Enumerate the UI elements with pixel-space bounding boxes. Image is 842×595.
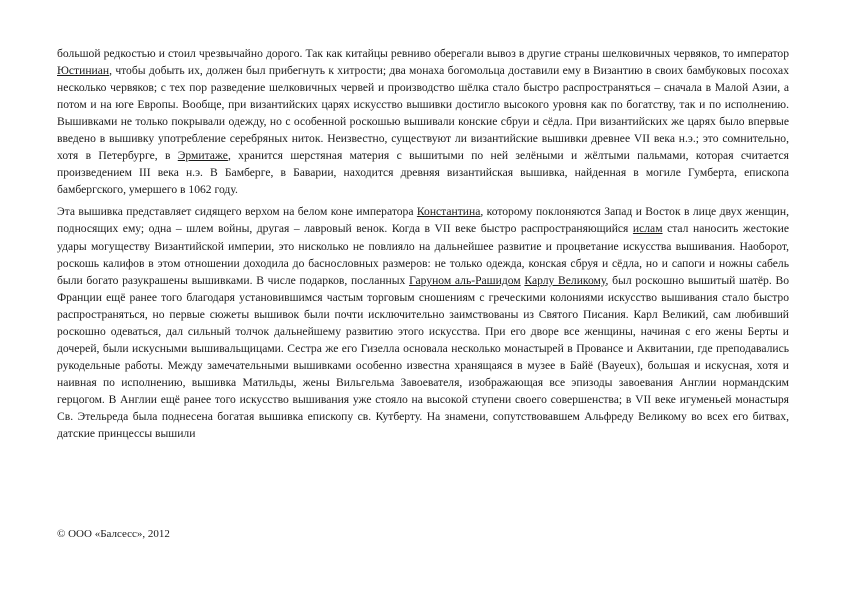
paragraph-embroidery-history (57, 203, 789, 442)
link-hermitage[interactable]: Эрмитаже (177, 149, 228, 163)
link-harun-al-rashid[interactable]: Гаруном аль-Рашидом (409, 273, 521, 287)
link-constantine[interactable]: Константина (416, 205, 481, 219)
paragraph-text: , был роскошно вышитый шатёр. Во Франции ещё ранее того благодаря установившимся частым торговым сношениям с греческими колониями искусство вышивания стало быстро распространяться, но первые сюжеты вышивок были почти исключительно заимствованы из Святого Писания. Карл Великий, сам любивший роскошно одеваться, дал сильный толчок дальнейшему развитию этого искусства. При его дворе все женщины, начиная с его жены Берты и дочерей, были искусными вышивальщицами. Сестра же его Гизелла основала несколько монастырей в Провансе и Аквитании, где преподавались рукодельные работы. Между замечательными вышивками особенно известна хранящаяся в музее в Байё (Вауеux), большая и искусная, хотя и наивная по исполнению, вышивка Матильды, жены Вильгельма Завоевателя, изображающая все эпизоды завоевания Англии нормандским герцогом. В Англии ещё ранее того искусство вышивания уже стояло на высокой ступени своего совершенства; в VII веке игуменьей монастыря Св. Этельреда была поднесена богатая вышивка епископу св. Кутберту. На знамени, сопутствовавшем Альфреду Великому во всех его битвах, датские принцессы вышили (57, 273, 789, 441)
paragraph-text: , которому поклоняются Запад и Восток в лице двух женщин, подносящих ему; одна – шлем войны, другая – лавровый венок. Когда в VII веке быстро распространяющийся (57, 205, 789, 236)
link-islam[interactable]: ислам (632, 222, 663, 236)
paragraph-text: большой редкостью и стоил чрезвычайно дорого. Так как китайцы ревниво оберегали вывоз в другие страны шелковичных червяков, то император (57, 47, 789, 60)
paragraph-text: Эта вышивка представляет сидящего верхом на белом коне императора (57, 205, 417, 219)
link-charlemagne[interactable]: Карлу Великому (524, 273, 606, 287)
link-justinian[interactable]: Юстиниан (57, 64, 110, 78)
paragraph-text: стал наносить жестокие удары могуществу Византийской империи, это нисколько не повлияло на дальнейшее развитие и процветание искусства вышивания. Наоборот, роскошь калифов в этом отношении доходила до баснословных размеров: не только одежда, конская сбруя и сёдла, но и сапоги и ножны сабель были богато разукрашены вышивками. В числе подарков, посланных (57, 222, 790, 287)
paragraph-byzantine-silk (57, 45, 789, 198)
paragraph-text: , чтобы добыть их, должен был прибегнуть к хитрости; два монаха богомольца доставили ему в Византию в своих бамбуковых посохах несколько червяков; с тех пор разведение шелковичных червей и производство шёлка стало быстро распространяться – сначала в Малой Азии, а потом и на юге Европы. Вообще, при византийских царях искусство вышивки достигло высокого уровня как по богатству, так и по исполнению. Вышивками не только покрывали одежду, но с особенной роскошью вышивали конские сбруи и сёдла. При византийских же царях было впервые введено в вышивку употребление серебряных ниток. Неизвестно, существуют ли византийские вышивки древнее VII века н.э.; это сомнительно, хотя в Петербурге, в (57, 64, 789, 163)
document-body (57, 45, 789, 442)
paragraph-text: , хранится шерстяная материя с вышитыми по ней зелёными и жёлтыми пальмами, которая считается произведением III века н.э. В Бамберге, в Баварии, находится древняя византийская вышивка, найденная в могиле Гумберта, епископа бамбергского, умершего в 1062 году. (57, 149, 789, 197)
footer-copyright: © ООО «Балсесс», 2012 (57, 528, 170, 540)
